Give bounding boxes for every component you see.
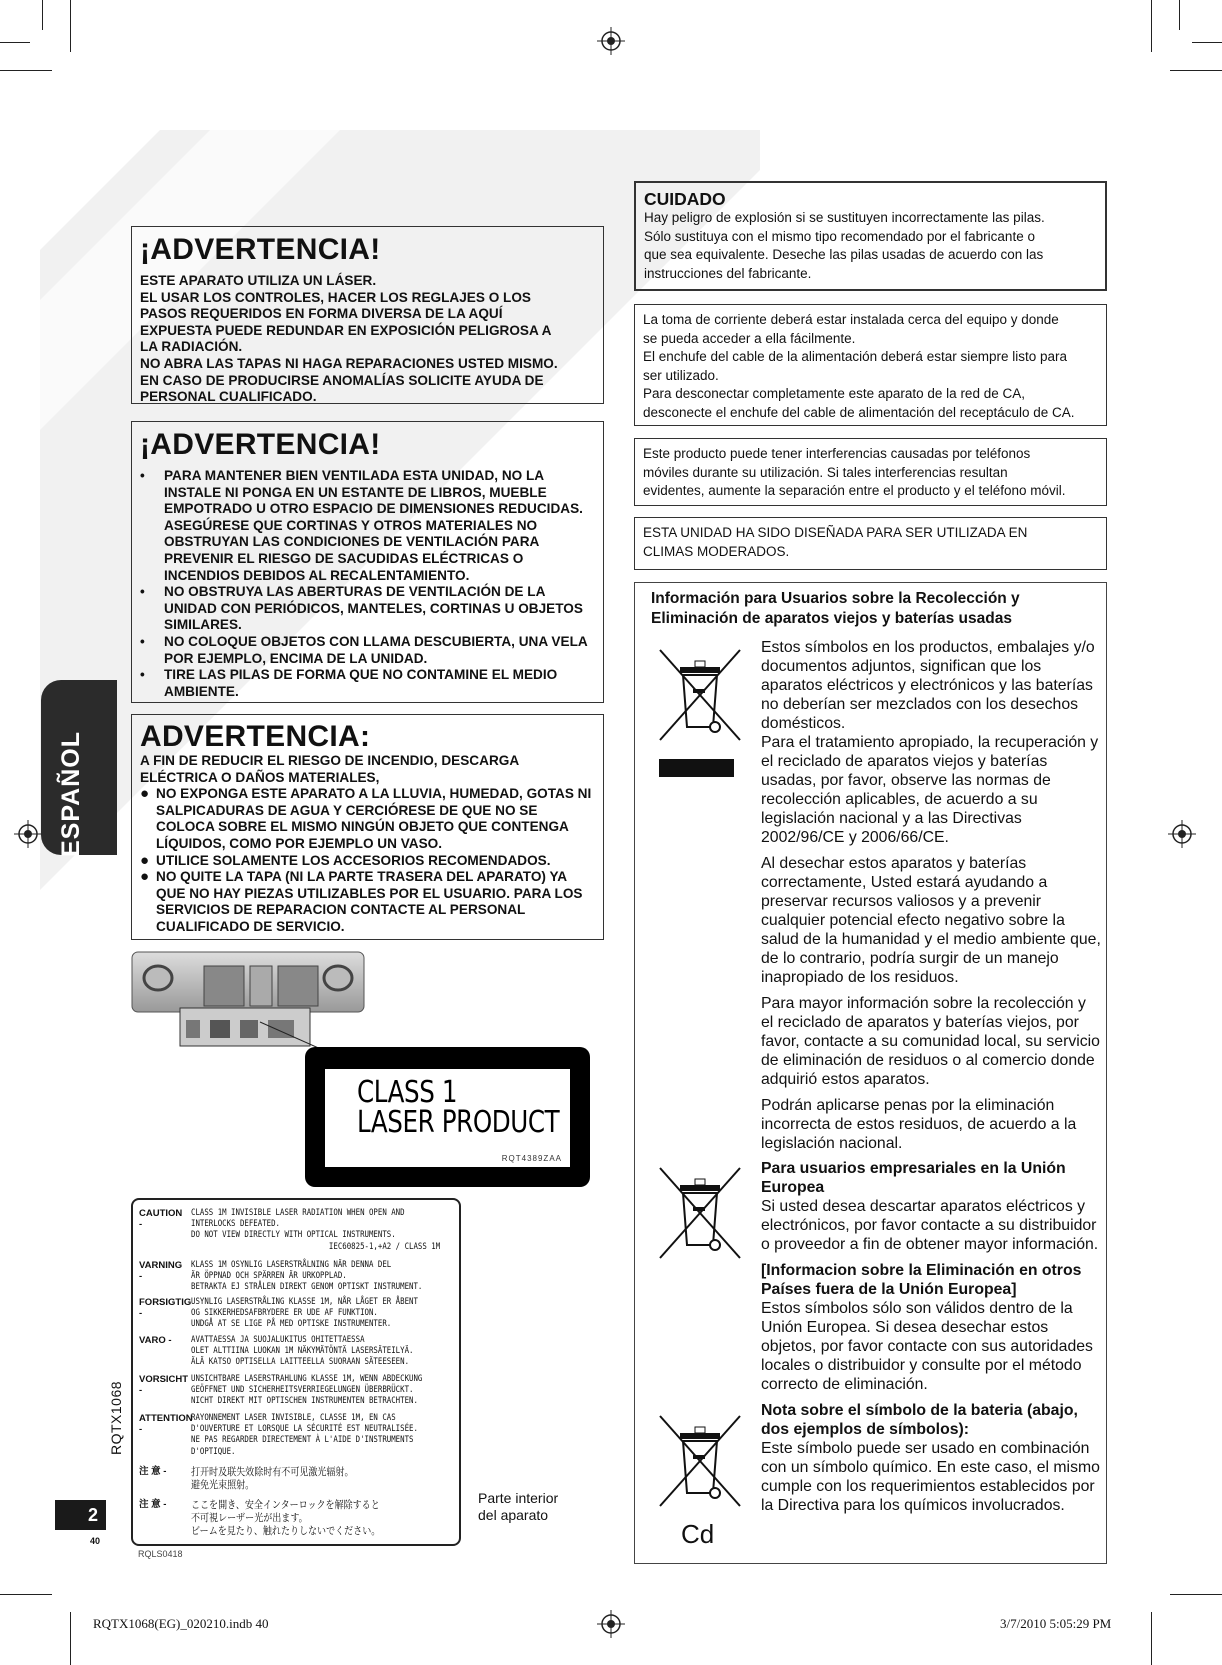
power-line: desconecte el enchufe del cable de alimentación del receptáculo de CA. [643,404,1075,420]
crop-mark [1192,42,1222,43]
crossed-bin-icon [655,1163,745,1263]
recycling-main-text: Estos símbolos en los productos, embalajes y/o documentos adjuntos, significan que los aparatos eléctricos y electrónicos y las baterías no deberían ser mezclados con los desechos domésticos. Para el tratamiento apropiado, la recuperación y el reciclado de aparatos viejos y baterías usadas, por favor, observe las normas de recolección aplicables, de acuerdo a su legislación nacional y a las Directivas 2002/96/CE y 2006/66/CE. Al desechar estos aparatos y baterías correctamente, Usted estará ayudando a preservar recursos valiosos y a prevenir cualquier potencial efecto negativo sobre la salud de la humanidad y el medio ambiente que, de lo contrario, podría surgir de un manejo inapropiado de los residuos. Para mayor información sobre la recolección y el reciclado de aparatos y baterías viejos, por favor, contacte a su comunidad local, su servicio de eliminación de residuos o al comercio donde adquirió estos aparatos. Podrán aplicarse penas por la eliminación incorrecta de estos residuos, de acuerdo a la legislación nacional. [761,639,1101,1152]
footer-datetime: 3/7/2010 5:05:29 PM [1000,1616,1112,1631]
warning-line: LA RADIACIÓN. [140,339,243,355]
inner-label-caption: Parte interior del aparato [478,1490,559,1523]
label-row: VARNING - KLASS 1M OSYNLIG LASERSTRÅLNING NÄR DENNA DEL ÄR ÖPPNAD OCH SPÄRREN ÄR URKOPPLAD. BETRAKTA EJ STRÅLEN DIREKT GENOM OPTISKT INSTRUMENT. [139,1260,423,1293]
warning-bullet: • NO OBSTRUYA LAS ABERTURAS DE VENTILACIÓN DE LA UNIDAD CON PERIÓDICOS, MANTELES, CORTINAS U OBJETOS SIMILARES. [140,584,583,633]
crop-mark [42,0,43,30]
business-users-text: Para usuarios empresariales en la Unión Europea Si usted desea descartar aparatos eléctricos y electrónicos, por favor contacte a su distribuidor o proveedor a fin de obtener mayor información. [Informacion sobre la Eliminación en otros Países fuera de la Unión Europea] Estos símbolos sólo son válidos dentro de la Unión Europea. Si desea desechar estos objetos, por favor contacte con sus autoridades locales o distribuidor y consulte por el método correcto de eliminación. Nota sobre el símbolo de la bateria (abajo, dos ejemplos de símbolos): Este símbolo puede ser usado en combinación con un símbolo químico. En este caso, el mismo cumple con los requerimientos establecidos por la Directiva para los químicos involucrados. [761,1160,1100,1514]
phone-line: evidentes, aumente la separación entre el producto y el teléfono móvil. [643,483,1066,499]
crossed-bin-icon [655,645,745,745]
bin-underline-bar [659,759,734,777]
crop-mark [70,1612,71,1665]
crop-mark [70,0,71,52]
inner-label-code: RQLS0418 [138,1549,183,1559]
warning-line: NO ABRA LAS TAPAS NI HAGA REPARACIONES USTED MISMO. [140,355,558,371]
laser-class-text: CLASS 1 [357,1075,458,1110]
power-line: ser utilizado. [643,367,719,383]
warning-title: ¡ADVERTENCIA! [140,428,381,461]
crop-mark [1151,0,1152,52]
registration-mark-icon [14,820,42,848]
warning-box-laser [131,226,604,404]
warning-box-ventilation [131,421,604,703]
registration-mark-icon [597,27,625,55]
laser-label-code: RQT4389ZAA [501,1154,562,1163]
laser-label-inner [325,1069,570,1167]
label-row: 注 意 - 打开时及联失效除时有不可见激光辐射。 避免光束照射。 [139,1466,354,1491]
laser-product-text: LASER PRODUCT [357,1105,560,1140]
crop-mark [1151,1612,1152,1665]
warning-bullet: • TIRE LAS PILAS DE FORMA QUE NO CONTAMINE EL MEDIO AMBIENTE. [140,667,558,699]
label-row: VARO - AVATTAESSA JA SUOJALUKITUS OHITETTAESSA OLET ALTTIINA LUOKAN 1M NÄKYMÄTÖNTÄ LASERSÄTEILYÄ. ÄLÄ KATSO OPTISELLA LAITTEELLA SUORAAN SÄTEESEEN. [139,1335,414,1368]
warning-bullet: • PARA MANTENER BIEN VENTILADA ESTA UNIDAD, NO LA INSTALE NI PONGA EN UN ESTANTE DE LIBROS, MUEBLE EMPOTRADO U OTRO ESPACIO DE DIMENSIONES REDUCIDAS. ASEGÚRESE QUE CORTINAS Y OTROS MATERIALES NO OBSTRUYAN LAS CONDICIONES DE VENTILACIÓN PARA PREVENIR EL RIESGO DE SACUDIDAS ELÉCTRICAS O INCENDIOS DEBIDOS AL RECALENTAMIENTO. [140,468,583,583]
warning-line: PASOS REQUERIDOS EN FORMA DIVERSA DE LA AQUÍ [140,306,503,322]
warning-line: ESTE APARATO UTILIZA UN LÁSER. [140,273,377,288]
caution-line: Hay peligro de explosión si se sustituyen incorrectamente las pilas. [644,210,1045,225]
page-number: 2 [55,1500,106,1530]
crop-mark [0,42,30,43]
warning-bullet: ● NO EXPONGA ESTE APARATO A LA LLUVIA, HUMEDAD, GOTAS NI SALPICADURAS DE AGUA Y CERCIÓRESE DE QUE NO SE COLOCA SOBRE EL MISMO NINGÚN OBJETO QUE CONTENGA LÍQUIDOS, COMO POR EJEMPLO UN VASO. [140,785,592,851]
crop-mark [1170,1594,1222,1595]
crop-mark [0,1594,52,1595]
climate-box [634,517,1107,570]
crop-mark [0,70,52,71]
registration-mark-icon [1168,820,1196,848]
language-label: ESPAÑOL [57,731,85,857]
climate-line: CLIMAS MODERADOS. [643,543,790,559]
footer-file: RQTX1068(EG)_020210.indb 40 [93,1616,269,1631]
warning-title: ADVERTENCIA: [140,720,371,753]
label-row: ATTENTION - RAYONNEMENT LASER INVISIBLE, CLASSE 1M, EN CAS D'OUVERTURE ET LORSQUE LA SÉCURITÉ EST NEUTRALISÉE. NE PAS REGARDER DIRECTEMENT À L'AIDE D'INSTRUMENTS D'OPTIQUE. [139,1413,418,1457]
inner-laser-warning-label [131,1198,461,1546]
crop-mark [1179,0,1180,30]
climate-line: ESTA UNIDAD HA SIDO DISEÑADA PARA SER UTILIZADA EN [643,525,1028,540]
warning-line: EN CASO DE PRODUCIRSE ANOMALÍAS SOLICITE AYUDA DE [140,372,544,388]
device-illustration [130,950,380,1050]
caution-title: CUIDADO [644,189,726,209]
warning-bullet: • NO COLOQUE OBJETOS CON LLAMA DESCUBIERTA, UNA VELA POR EJEMPLO, ENCIMA DE LA UNIDAD. [140,633,588,666]
warning-bullet: ● UTILICE SOLAMENTE LOS ACCESORIOS RECOMENDADOS. [140,851,551,869]
power-line: El enchufe del cable de la alimentación deberá estar siempre listo para [643,349,1067,365]
warning-line: EL USAR LOS CONTROLES, HACER LOS REGLAJES O LOS [140,289,531,305]
power-line: Para desconectar completamente este aparato de la red de CA, [643,386,1025,402]
caution-line: instrucciones del fabricante. [644,265,812,281]
warning-line: PERSONAL CUALIFICADO. [140,389,317,405]
chemical-symbol: Cd [681,1519,715,1549]
mobile-interference-box [634,438,1107,506]
caution-box-batteries [634,181,1107,291]
label-row: 注 意 - ここを開き、安全インターロックを解除すると 不可視レーザー光が出ます。 ビームを見たり、触れたりしないでください。 [139,1499,381,1537]
phone-line: móviles durante su utilización. Si tales interferencias resultan [643,464,1008,480]
crossed-bin-icon [655,1411,745,1511]
warning-bullet: ● NO QUITE LA TAPA (NI LA PARTE TRASERA DEL APARATO) YA QUE NO HAY PIEZAS UTILIZABLES POR EL USUARIO. PARA LOS SERVICIOS DE REPARACION CONTACTE AL PERSONAL CUALIFICADO DE SERVICIO. [140,868,583,934]
label-row: CAUTION - CLASS 1M INVISIBLE LASER RADIATION WHEN OPEN AND INTERLOCKS DEFEATED. DO NOT VIEW DIRECTLY WITH OPTICAL INSTRUMENTS. IEC60825-1,+A2 / CLASS 1M [139,1208,441,1252]
caution-line: que sea equivalente. Deseche las pilas usadas de acuerdo con las [644,247,1044,263]
warning-line: EXPUESTA PUEDE REDUNDAR EN EXPOSICIÓN PELIGROSA A [140,322,552,338]
warning-intro: A FIN DE REDUCIR EL RIESGO DE INCENDIO, DESCARGA ELÉCTRICA O DAÑOS MATERIALES, [140,753,519,785]
warning-title: ¡ADVERTENCIA! [140,233,381,266]
small-page-number: 40 [90,1536,101,1546]
registration-mark-icon [597,1610,625,1638]
label-row: FORSIGTIG - USYNLIG LASERSTRÅLING KLASSE 1M, NÅR LÅGET ER ÅBENT OG SIKKERHEDSAFBRYDERE ER UDE AF FUNKTION. UNDGÅ AT SE LIGE PÅ MED OPTISKE INSTRUMENTER. [139,1297,418,1330]
power-line: La toma de corriente deberá estar instalada cerca del equipo y donde [643,312,1059,327]
power-line: se pueda acceder a ella fácilmente. [643,330,856,346]
recycling-title: Información para Usuarios sobre la Recolección y Eliminación de aparatos viejos y baterías usadas [651,590,1020,627]
caution-line: Sólo sustituya con el mismo tipo recomendado por el fabricante o [644,228,1035,244]
power-outlet-box [634,304,1107,426]
laser-product-label [305,1047,590,1187]
recycling-info-box [634,582,1107,1564]
warning-box-fire [131,714,604,940]
document-code: RQTX1068 [108,1380,124,1455]
crop-mark [1170,70,1222,71]
phone-line: Este producto puede tener interferencias causadas por teléfonos [643,446,1031,461]
label-row: VORSICHT - UNSICHTBARE LASERSTRAHLUNG KLASSE 1M, WENN ABDECKUNG GEÖFFNET UND SICHERHEITSVERRIEGELUNGEN ÜBERBRÜCKT. NICHT DIREKT MIT OPTISCHEN INSTRUMENTEN BETRACHTEN. [139,1374,423,1407]
